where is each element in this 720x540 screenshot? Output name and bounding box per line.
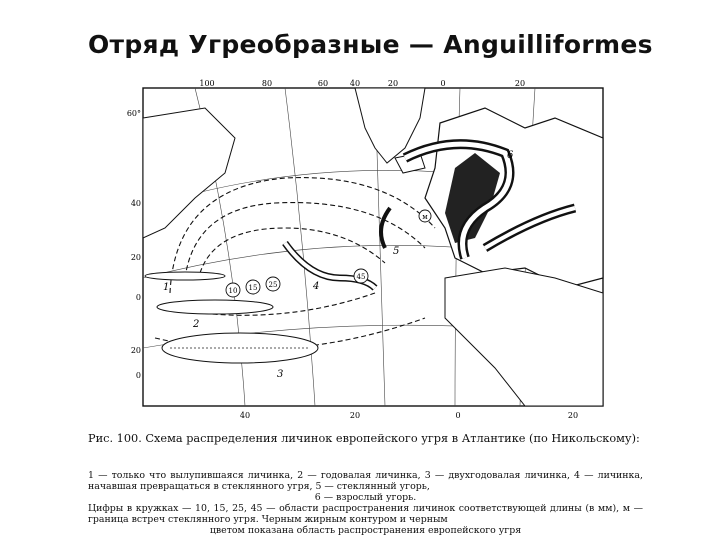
svg-text:0: 0 <box>135 293 141 302</box>
top-axis-labels <box>199 79 525 88</box>
svg-text:0: 0 <box>440 79 446 88</box>
larva-stage-3 <box>162 333 318 363</box>
svg-text:5: 5 <box>393 246 400 257</box>
circle-label-15: 15 <box>248 284 258 292</box>
svg-text:6: 6 <box>507 150 514 161</box>
svg-text:100: 100 <box>199 79 215 88</box>
svg-text:2: 2 <box>193 319 200 330</box>
svg-text:60°: 60° <box>126 109 141 118</box>
svg-text:4: 4 <box>313 281 320 292</box>
svg-text:20: 20 <box>130 346 141 355</box>
svg-text:20: 20 <box>130 253 141 262</box>
svg-text:40: 40 <box>239 411 251 420</box>
svg-text:0: 0 <box>135 371 141 380</box>
svg-text:20: 20 <box>567 411 579 420</box>
svg-text:1: 1 <box>163 282 170 293</box>
africa-landmass <box>445 268 603 406</box>
svg-text:20: 20 <box>514 79 526 88</box>
legend-circles-end: цветом показана область распространения европейского угря <box>209 525 522 536</box>
page-title: Отряд Угреобразные — Anguilliformes <box>88 30 653 59</box>
svg-text:40: 40 <box>349 79 361 88</box>
legend-circles: Цифры в кружках — 10, 15, 25, 45 — области распространения личинок соответствующей длины (в мм), м — граница встреч стеклянного угря. Черным жирным контуром и черным <box>88 503 643 525</box>
circle-label-25: 25 <box>268 281 278 289</box>
svg-text:60: 60 <box>317 79 329 88</box>
figure-caption <box>88 432 643 445</box>
svg-text:40: 40 <box>130 199 141 208</box>
glass-eel-stage-5 <box>381 208 390 248</box>
svg-text:20: 20 <box>387 79 399 88</box>
legend-stages-end: 6 — взрослый угорь. <box>314 492 417 503</box>
larva-stage-2 <box>157 300 273 314</box>
svg-text:80: 80 <box>261 79 273 88</box>
legend-stages: 1 — только что вылупившаяся личинка, 2 — годовалая личинка, 3 — двухгодовалая личинка, 4 — личинка, начавшая превращаться в стеклянного угря, 5 — стеклянный угорь, <box>88 470 643 492</box>
bottom-axis-labels <box>240 411 578 420</box>
circle-label-m: м <box>422 213 428 221</box>
left-axis-labels <box>127 109 141 380</box>
caption-line: Рис. 100. Схема распределения личинок европейского угря в Атлантике (по Никольскому): <box>88 432 640 445</box>
larvae-distribution-map <box>125 78 610 423</box>
circle-label-45: 45 <box>356 273 366 281</box>
svg-text:0: 0 <box>455 411 461 420</box>
figure-legend <box>88 470 643 536</box>
circle-label-10: 10 <box>228 287 238 295</box>
larva-stage-1 <box>145 272 225 280</box>
svg-text:3: 3 <box>277 369 284 380</box>
svg-text:20: 20 <box>349 411 361 420</box>
